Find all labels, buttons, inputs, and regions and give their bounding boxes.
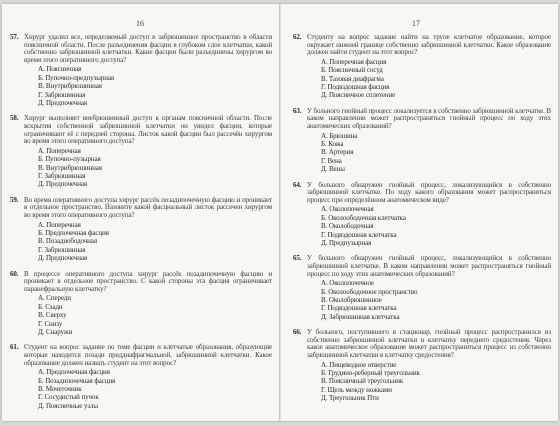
answer-option: В. Артерия	[321, 148, 354, 157]
answer-option: Г. Забрюшинная	[38, 90, 86, 99]
answer-options	[293, 205, 551, 247]
right-page	[281, 4, 558, 421]
question-text: В процессе оперативного доступа хирург рассёк позадипочечную фасцию и проникает в отдельное пространство. С какой стороны эта фасция ограничивает паранефральную клетчатку?	[24, 269, 272, 293]
answer-option: Б. Сзади	[38, 302, 63, 311]
question-text: Во время оперативного доступа хирург рассёк позадипочечную фасцию и проникает в отдельное пространство. Назовите какой фасциальный листок рассечен хирургом во время этого оперативного доступа?	[24, 195, 272, 219]
question-text: Хирург удалил все, определяемый доступ в забрюшинное пространство в области поясничной области. После разъединения фасции в глубоком слое клетчатки, какой собственно забрюшинной клетчатки. Какие фасции были разъединены хирургом во время этого оперативного доступа?	[24, 33, 272, 64]
question-number: 57.	[10, 33, 19, 41]
question-text: Студенту на вопрос задание найти на трупе клетчатое образование, которое окружает нижней границе собственно забрюшинной клетчатки. Какое образование должен найти студент на этот вопрос?	[307, 33, 551, 57]
question-item	[10, 197, 272, 263]
answer-option: Г. Подвздошная фасция	[321, 83, 390, 91]
question-number: 65.	[293, 254, 302, 263]
question-item	[10, 344, 272, 410]
question-item	[293, 255, 551, 321]
answer-option: Д. Забрюшинная клетчатка	[321, 312, 400, 321]
answer-option: Б. Пупочно-предпузырная	[38, 73, 115, 82]
answer-option: А. Пищеводное отверстие	[321, 360, 397, 369]
question-number: 62.	[293, 33, 302, 41]
question-number: 66.	[293, 328, 302, 337]
question-item	[10, 271, 272, 337]
question-item	[293, 329, 551, 402]
answer-option: Б. Предпочечная фасция	[38, 229, 109, 237]
answer-options	[293, 279, 551, 321]
answer-option: В. Мочеточник	[38, 385, 82, 394]
answer-options	[293, 58, 551, 100]
answer-option: А. Предпочечная фасция	[38, 368, 110, 377]
question-item	[293, 108, 551, 174]
answer-option: А. Поперечная фасция	[321, 57, 387, 66]
answer-option: Б. Кожа	[321, 140, 344, 148]
question-text: У больного обнаружен гнойный процесс, локализующийся в собственно забрюшинной клетчатке. По ходу какого образования может распространяться процесс при определённом анатомическом виде?	[307, 180, 551, 204]
answer-options	[10, 65, 272, 107]
question-item	[293, 34, 551, 100]
answer-option: Г. Забрюшинная	[38, 172, 86, 180]
answer-option: Д. Предпузырная	[321, 239, 372, 248]
answer-options	[293, 132, 551, 174]
left-page	[2, 4, 279, 421]
answer-option: А. Спереди	[38, 294, 71, 303]
answer-options	[10, 294, 272, 336]
answer-option: В. Позадиободочная	[38, 237, 97, 246]
book-spread	[2, 4, 558, 421]
answer-option: В. Околобрюшинное	[321, 296, 382, 305]
answer-option: В. Внутрибрюшинная	[38, 163, 102, 172]
answer-option: Г. Щель между ножками	[321, 385, 392, 394]
answer-option: В. Тазовая диафрагма	[321, 74, 384, 83]
left-page-number: 16	[136, 19, 144, 28]
answer-option: Д. Предпочечная	[38, 180, 88, 189]
left-question-column	[10, 34, 272, 418]
question-text: Хирург выполняет внебрюшинный доступ к органам поясничной области. После вскрытия собственной забрюшинной клетчатки он увидел фасции, которые ограничивают её с передней стороны. Листок какой фасции был рассечён хирургом во время этого оперативного доступа?	[24, 114, 272, 146]
answer-option: Г. Снизу	[38, 319, 63, 328]
answer-option: Д. Предпочечная	[38, 99, 88, 107]
question-number: 64.	[293, 180, 302, 189]
answer-option: Д. Поясничное сплетение	[321, 91, 396, 100]
answer-option: В. Околободочная	[321, 222, 374, 231]
answer-option: Г. Подвздошная клетчатка	[321, 230, 397, 239]
answer-options	[10, 221, 272, 263]
question-text: Студент на вопрос задание по теме фасции и клетчатые образования, образующие которые находится позади преддиафрагмальной, забрюшинной клетчатки. Какое образование должен назвать студент на этот вопрос?	[24, 343, 272, 367]
answer-option: А. Околопочечное	[321, 279, 374, 288]
answer-option: Б. Пупочно-пузырная	[38, 155, 101, 164]
right-question-column	[293, 34, 551, 411]
question-number: 58.	[10, 114, 19, 123]
answer-option: В. Поясничный треугольник	[321, 377, 404, 386]
question-number: 60.	[10, 269, 19, 278]
question-text: У больного гнойный процесс локализуется в собственно забрюшинной клетчатке. В каком направлении может распространяться гнойный процесс по ходу этих анатомических образований?	[307, 106, 551, 130]
answer-option: А. Околопочечная	[321, 205, 374, 214]
answer-option: В. Сверху	[38, 311, 67, 320]
question-number: 59.	[10, 195, 19, 204]
answer-option: Г. Подвздошная клетчатка	[321, 304, 397, 313]
answer-options	[10, 368, 272, 410]
answer-option: Д. Снаружи	[38, 328, 73, 337]
answer-option: А. Поясничная	[38, 65, 82, 74]
question-item	[10, 34, 272, 107]
answer-option: Б. Околоободочная клетчатка	[321, 213, 406, 222]
answer-option: Д. Треугольник Пти	[321, 394, 379, 403]
answer-option: Б. Поясничный сосуд	[321, 66, 383, 75]
answer-option: Б. Грудино-реберный треугольник	[321, 369, 420, 378]
answer-option: Б. Околоободочное пространство	[321, 287, 418, 296]
question-text: У больного, поступившего в стационар, гнойный процесс распространился из собственно забрюшинной клетчатки в клетчатку переднего средостения. Через какое анатомическое образование может распространиться процесс из собственно забрюшинной клетчатки в клетчатку средостения?	[307, 328, 551, 360]
answer-option: Д. Поясничные узлы	[38, 401, 99, 410]
answer-option: Б. Позадипочечная фасция	[38, 376, 116, 385]
right-page-number: 17	[412, 19, 420, 28]
answer-options	[10, 147, 272, 189]
question-item	[10, 115, 272, 188]
answer-option: Г. Вена	[321, 156, 342, 165]
question-number: 63.	[293, 106, 302, 115]
answer-option: Д. Вены	[321, 165, 345, 174]
answer-option: Д. Предпочечная	[38, 254, 88, 263]
question-number: 61.	[10, 343, 19, 352]
answer-option: Г. Сосудистый пучок	[38, 393, 99, 402]
question-item	[293, 182, 551, 248]
question-text: У больного обнаружен гнойный процесс, локализующийся в собственно забрюшинной клетчатке. В каком направлении может распространяться гнойный процесс по ходу этих анатомических образований?	[307, 254, 551, 278]
answer-option: А. Поперечная	[38, 146, 81, 155]
answer-option: А. Брюшина	[321, 131, 358, 140]
answer-option: Г. Забрюшинная	[38, 245, 86, 254]
answer-options	[293, 361, 551, 403]
answer-option: А. Поперечная	[38, 220, 81, 229]
answer-option: В. Внутрибрюшинная	[38, 82, 102, 91]
